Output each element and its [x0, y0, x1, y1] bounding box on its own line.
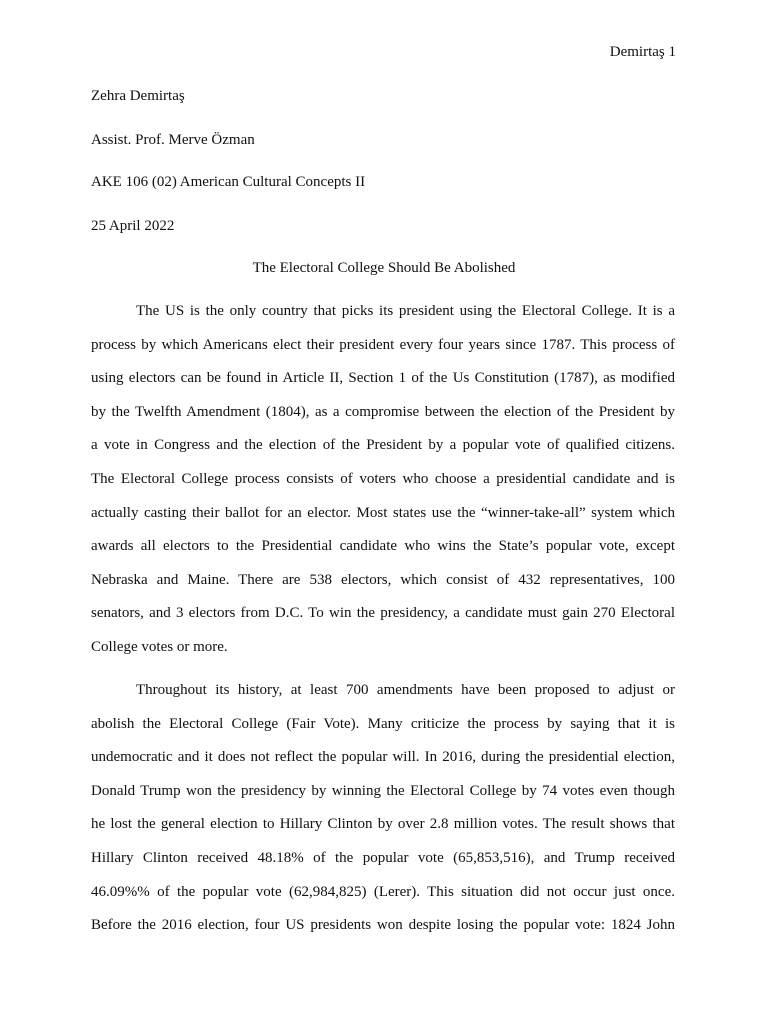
text-line: actually casting their ballot for an elector. Most states use the “winner-take-all” system which: [91, 504, 675, 521]
text-line: a vote in Congress and the election of the President by a popular vote of qualified citizens.: [91, 437, 675, 454]
text-line: abolish the Electoral College (Fair Vote). Many criticize the process by saying that it is: [91, 715, 675, 732]
text-line: College votes or more.: [91, 638, 228, 655]
text-line: undemocratic and it does not reflect the popular will. In 2016, during the presidential election,: [91, 749, 675, 766]
text-line: by the Twelfth Amendment (1804), as a compromise between the election of the President by: [91, 403, 675, 420]
text-line: senators, and 3 electors from D.C. To win the presidency, a candidate must gain 270 Electoral: [91, 605, 675, 622]
instructor-name: Assist. Prof. Merve Özman: [91, 132, 255, 148]
course-name: AKE 106 (02) American Cultural Concepts II: [91, 174, 366, 190]
text-line: The Electoral College process consists of voters who choose a presidential candidate and is: [91, 470, 675, 487]
text-line: 46.09%% of the popular vote (62,984,825) (Lerer). This situation did not occur just once.: [91, 883, 675, 900]
text-line: process by which Americans elect their president every four years since 1787. This process of: [91, 336, 675, 353]
text-line: Before the 2016 election, four US presidents won despite losing the popular vote: 1824 John: [91, 917, 675, 934]
text-line: Donald Trump won the presidency by winning the Electoral College by 74 votes even though: [91, 782, 675, 799]
text-line: Throughout its history, at least 700 amendments have been proposed to adjust or: [136, 682, 675, 698]
paragraph-1: [91, 301, 675, 671]
text-line: he lost the general election to Hillary Clinton by over 2.8 million votes. The result shows that: [91, 816, 675, 833]
text-line: Hillary Clinton received 48.18% of the popular vote (65,853,516), and Trump received: [91, 849, 675, 866]
text-line: Nebraska and Maine. There are 538 electors, which consist of 432 representatives, 100: [91, 571, 675, 588]
text-line: The US is the only country that picks its president using the Electoral College. It is a: [136, 303, 675, 319]
running-head: Demirtaş 1: [609, 44, 676, 60]
document-date: 25 April 2022: [91, 218, 175, 234]
text-line: using electors can be found in Article II, Section 1 of the Us Constitution (1787), as modified: [91, 370, 675, 387]
paragraph-2: [91, 680, 675, 949]
text-line: awards all electors to the Presidential candidate who wins the State’s popular vote, except: [91, 538, 675, 555]
author-name: Zehra Demirtaş: [91, 88, 185, 104]
essay-title: The Electoral College Should Be Abolished: [252, 260, 516, 276]
